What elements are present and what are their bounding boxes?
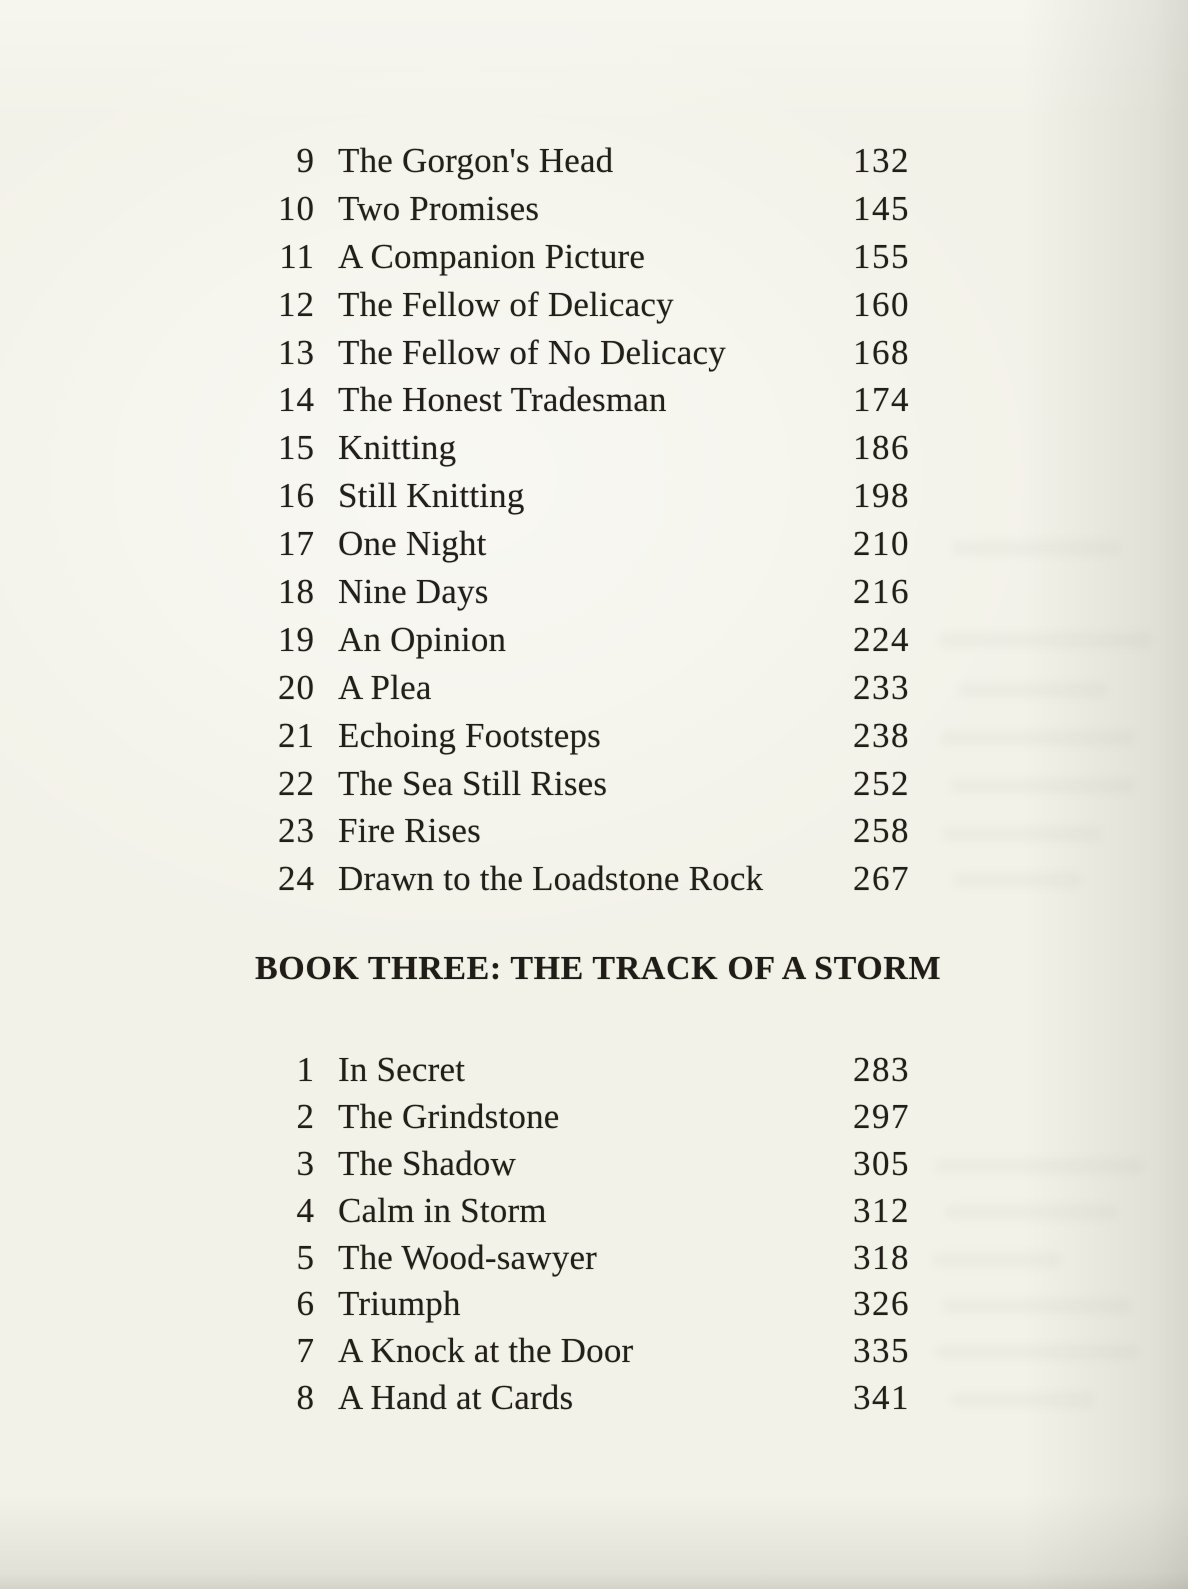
chapter-page-number: 155	[853, 236, 910, 276]
page-showthrough-mark	[932, 1252, 1062, 1268]
toc-row	[230, 185, 910, 233]
chapter-page-number: 326	[853, 1284, 910, 1324]
page-showthrough-mark	[934, 1158, 1144, 1174]
chapter-number: 24	[278, 859, 315, 899]
chapter-title: The Grindstone	[338, 1097, 560, 1137]
toc-row	[230, 329, 910, 377]
page-showthrough-mark	[944, 1204, 1119, 1220]
chapter-number: 3	[296, 1143, 315, 1183]
toc-row	[230, 568, 910, 616]
chapter-number: 7	[296, 1331, 315, 1371]
chapter-number: 1	[296, 1050, 315, 1090]
chapter-title: An Opinion	[338, 619, 507, 659]
toc-row	[230, 376, 910, 424]
chapter-title: Two Promises	[338, 188, 540, 228]
chapter-number: 4	[296, 1190, 315, 1230]
toc-row	[230, 1234, 910, 1281]
book-three-heading: BOOK THREE: THE TRACK OF A STORM	[255, 950, 942, 987]
toc-row	[230, 1375, 910, 1422]
chapter-number: 19	[278, 619, 315, 659]
chapter-number: 14	[278, 380, 315, 420]
toc-row	[230, 712, 910, 760]
chapter-number: 17	[278, 524, 315, 564]
chapter-number: 22	[278, 763, 315, 803]
chapter-page-number: 341	[853, 1377, 910, 1417]
chapter-title: The Shadow	[338, 1143, 516, 1183]
chapter-page-number: 238	[853, 715, 910, 755]
chapter-title: The Sea Still Rises	[338, 763, 608, 803]
chapter-page-number: 267	[853, 859, 910, 899]
chapter-page-number: 132	[853, 140, 910, 180]
toc-row	[230, 760, 910, 808]
chapter-page-number: 252	[853, 763, 910, 803]
page-showthrough-mark	[952, 540, 1122, 556]
page-showthrough-mark	[940, 730, 1135, 746]
toc-row	[230, 520, 910, 568]
chapter-title: Nine Days	[338, 571, 489, 611]
chapter-number: 21	[278, 715, 315, 755]
chapter-title: Still Knitting	[338, 476, 525, 516]
chapter-title: One Night	[338, 524, 487, 564]
toc-row	[230, 1281, 910, 1328]
toc-row	[230, 472, 910, 520]
chapter-number: 13	[278, 332, 315, 372]
page-showthrough-mark	[958, 682, 1108, 698]
page-showthrough-mark	[950, 1392, 1095, 1408]
toc-row	[230, 137, 910, 185]
chapter-title: A Knock at the Door	[338, 1331, 634, 1371]
chapter-number: 16	[278, 476, 315, 516]
chapter-page-number: 258	[853, 811, 910, 851]
page-showthrough-mark	[950, 778, 1135, 794]
chapter-number: 12	[278, 284, 315, 324]
chapter-number: 20	[278, 667, 315, 707]
chapter-page-number: 318	[853, 1237, 910, 1277]
toc-row	[230, 1047, 910, 1094]
chapter-page-number: 186	[853, 428, 910, 468]
chapter-title: The Fellow of Delicacy	[338, 284, 674, 324]
chapter-title: Echoing Footsteps	[338, 715, 601, 755]
toc-book-three-list	[230, 1047, 910, 1421]
chapter-title: Drawn to the Loadstone Rock	[338, 859, 764, 899]
chapter-title: The Fellow of No Delicacy	[338, 332, 726, 372]
page-showthrough-mark	[938, 632, 1153, 648]
toc-row	[230, 233, 910, 281]
chapter-number: 10	[278, 188, 315, 228]
chapter-title: The Gorgon's Head	[338, 140, 614, 180]
chapter-number: 11	[279, 236, 315, 276]
chapter-page-number: 216	[853, 571, 910, 611]
chapter-title: A Plea	[338, 667, 432, 707]
chapter-page-number: 224	[853, 619, 910, 659]
page-showthrough-mark	[934, 1344, 1139, 1360]
chapter-number: 23	[278, 811, 315, 851]
chapter-page-number: 210	[853, 524, 910, 564]
chapter-page-number: 283	[853, 1050, 910, 1090]
chapter-page-number: 312	[853, 1190, 910, 1230]
toc-row	[230, 664, 910, 712]
chapter-page-number: 145	[853, 188, 910, 228]
chapter-number: 15	[278, 428, 315, 468]
page-showthrough-mark	[942, 826, 1102, 842]
chapter-title: A Hand at Cards	[338, 1377, 574, 1417]
chapter-title: Triumph	[338, 1284, 461, 1324]
page-showthrough-mark	[942, 1298, 1132, 1314]
chapter-title: Knitting	[338, 428, 457, 468]
toc-row	[230, 1094, 910, 1141]
chapter-number: 2	[296, 1097, 315, 1137]
toc-row	[230, 281, 910, 329]
chapter-number: 18	[278, 571, 315, 611]
page-showthrough-mark	[952, 872, 1082, 888]
chapter-title: Fire Rises	[338, 811, 481, 851]
chapter-page-number: 335	[853, 1331, 910, 1371]
toc-row	[230, 807, 910, 855]
chapter-page-number: 297	[853, 1097, 910, 1137]
chapter-page-number: 198	[853, 476, 910, 516]
chapter-title: Calm in Storm	[338, 1190, 547, 1230]
toc-row	[230, 1187, 910, 1234]
chapter-title: The Wood-sawyer	[338, 1237, 598, 1277]
chapter-page-number: 160	[853, 284, 910, 324]
chapter-number: 9	[296, 140, 315, 180]
toc-row	[230, 616, 910, 664]
toc-row	[230, 424, 910, 472]
chapter-title: In Secret	[338, 1050, 466, 1090]
chapter-number: 6	[296, 1284, 315, 1324]
chapter-page-number: 174	[853, 380, 910, 420]
chapter-page-number: 233	[853, 667, 910, 707]
chapter-number: 5	[296, 1237, 315, 1277]
chapter-number: 8	[296, 1377, 315, 1417]
toc-row	[230, 855, 910, 903]
chapter-title: The Honest Tradesman	[338, 380, 667, 420]
chapter-page-number: 305	[853, 1143, 910, 1183]
toc-row	[230, 1328, 910, 1375]
toc-row	[230, 1141, 910, 1188]
chapter-title: A Companion Picture	[338, 236, 646, 276]
chapter-page-number: 168	[853, 332, 910, 372]
toc-book-two-list	[230, 137, 910, 903]
